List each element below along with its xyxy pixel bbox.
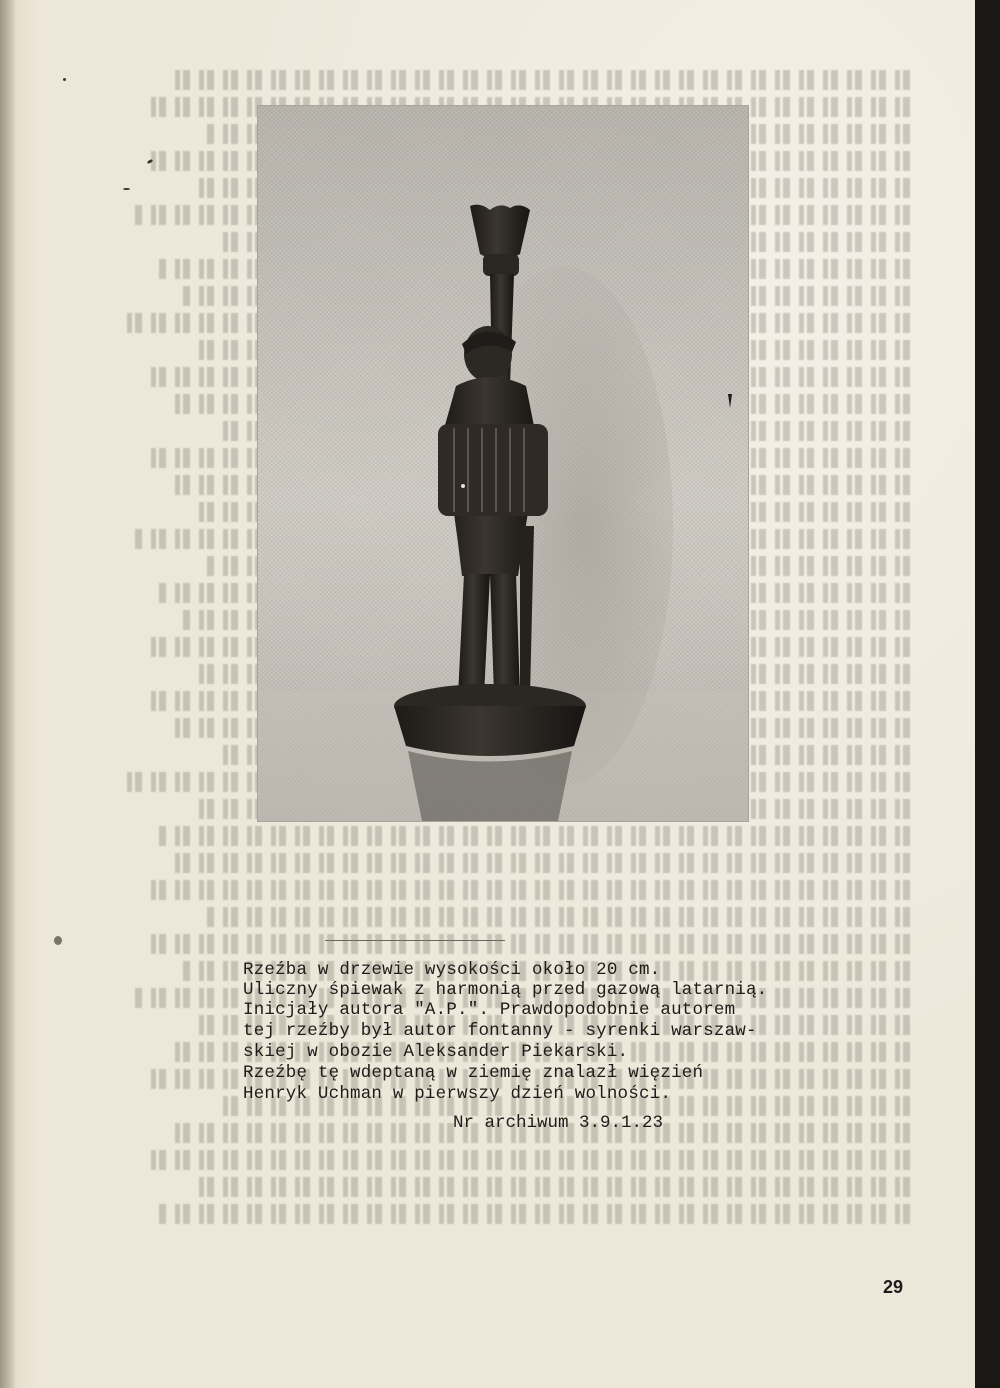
bleed-line [174, 853, 910, 873]
bleed-line [158, 826, 910, 846]
ink-speck [123, 188, 130, 190]
sculpture-photo [258, 106, 748, 821]
bleed-line [158, 1204, 910, 1224]
caption-line-6: Rzeźbę tę wdeptaną w ziemię znalazł więzień [243, 1063, 704, 1083]
binding-hole-mark [54, 936, 62, 945]
caption-line-1: Rzeźba w drzewie wysokości około 20 cm. [243, 960, 661, 980]
ink-speck [63, 78, 66, 81]
caption-line-2: Uliczny śpiewak z harmonią przed gazową latarnią. [243, 980, 768, 1000]
bleed-line [206, 907, 910, 927]
caption-line-5: skiej w obozie Aleksander Piekarski. [243, 1042, 629, 1062]
binding-edge [0, 0, 14, 1388]
bleed-line [190, 1177, 910, 1197]
archive-number: Nr archiwum 3.9.1.23 [453, 1113, 664, 1133]
caption-line-7: Henryk Uchman w pierwszy dzień wolności. [243, 1084, 672, 1104]
bleed-line [174, 70, 910, 90]
accordion-icon [438, 424, 548, 516]
caption-line-3: Inicjały autora "A.P.". Prawdopodobnie autorem [243, 1000, 736, 1020]
street-singer-sculpture-icon [258, 106, 748, 821]
bleed-line [142, 880, 910, 900]
caption-separator [325, 940, 505, 941]
page-number: 29 [883, 1277, 904, 1297]
caption-line-4: tej rzeźby był autor fontanny - syrenki warszaw- [243, 1021, 757, 1041]
bleed-line [150, 934, 910, 954]
bleed-line [142, 1150, 910, 1170]
